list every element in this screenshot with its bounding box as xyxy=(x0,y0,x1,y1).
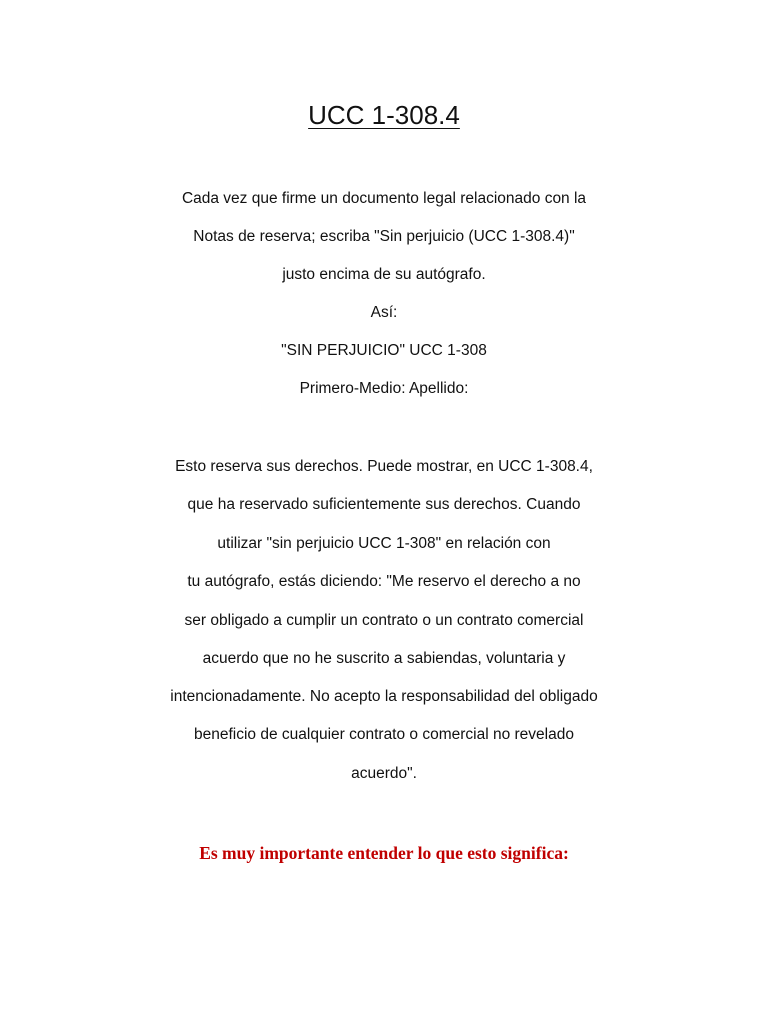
paragraph-2-line-2: que ha reservado suficientemente sus derechos. Cuando xyxy=(187,496,581,513)
document-title: UCC 1-308.4 xyxy=(308,100,460,130)
paragraph-1-line-6: Primero-Medio: Apellido: xyxy=(299,380,469,397)
paragraph-2-line-6: acuerdo que no he suscrito a sabiendas, voluntaria y xyxy=(202,650,566,667)
paragraph-2-line-8: beneficio de cualquier contrato o comercial no revelado xyxy=(194,726,574,743)
paragraph-1-line-4: Así: xyxy=(370,304,398,321)
paragraph-1-line-3: justo encima de su autógrafo. xyxy=(282,266,486,283)
paragraph-2-line-9: acuerdo". xyxy=(351,765,417,782)
paragraph-1-line-1: Cada vez que firme un documento legal relacionado con la xyxy=(181,190,587,207)
paragraph-1-line-5: "SIN PERJUICIO" UCC 1-308 xyxy=(281,342,487,359)
emphasis-heading: Es muy importante entender lo que esto significa: xyxy=(199,843,569,863)
paragraph-2-line-5: ser obligado a cumplir un contrato o un contrato comercial xyxy=(184,612,584,629)
paragraph-2-line-4: tu autógrafo, estás diciendo: "Me reservo el derecho a no xyxy=(187,573,581,590)
paragraph-2-line-1: Esto reserva sus derechos. Puede mostrar, en UCC 1-308.4, xyxy=(175,458,593,475)
paragraph-2-line-7: intencionadamente. No acepto la responsabilidad del obligado xyxy=(170,688,598,705)
paragraph-2-line-3: utilizar "sin perjuicio UCC 1-308" en relación con xyxy=(217,535,551,552)
paragraph-1-line-2: Notas de reserva; escriba "Sin perjuicio (UCC 1-308.4)" xyxy=(193,228,575,245)
